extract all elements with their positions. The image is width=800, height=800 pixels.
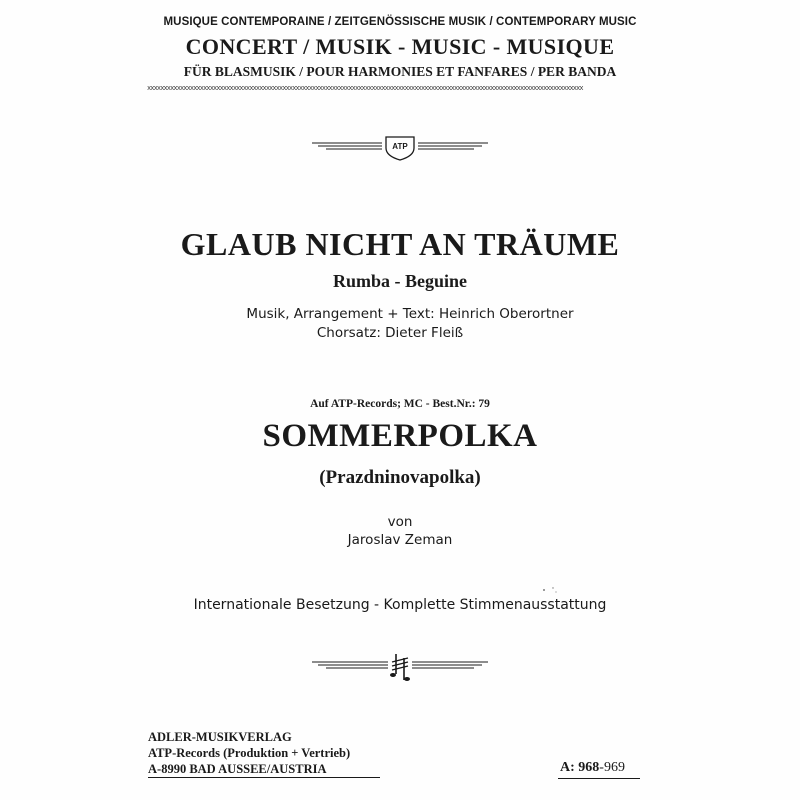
publisher-name: ADLER-MUSIKVERLAG bbox=[148, 730, 292, 744]
catalog-underline bbox=[558, 778, 640, 779]
publisher-records: ATP-Records (Produktion + Vertrieb) bbox=[148, 746, 351, 760]
piece2-subtitle: (Prazdninovapolka) bbox=[319, 467, 481, 488]
piece2-title: SOMMERPOLKA bbox=[262, 418, 538, 454]
header-ensemble-line: FÜR BLASMUSIK / POUR HARMONIES ET FANFARES / PER BANDA bbox=[183, 64, 617, 79]
record-note: Auf ATP-Records; MC - Best.Nr.: 79 bbox=[310, 398, 490, 410]
publisher-address: A-8990 BAD AUSSEE/AUSTRIA bbox=[148, 762, 327, 776]
header-separator: xxxxxxxxxxxxxxxxxxxxxxxxxxxxxxxxxxxxxxxxxxxxxxxxxxxxxxxxxxxxxxxxxxxxxxxxxxxxxxxxxxxxxxxxxxxxxxxxxxxxxxxxxxxxxxxxxxxxxxxxxxxxxxxxxxxx bbox=[147, 85, 583, 93]
catalog-suffix: -969 bbox=[599, 760, 625, 775]
svg-text:ATP: ATP bbox=[392, 142, 408, 151]
piece1-title: GLAUB NICHT AN TRÄUME bbox=[180, 226, 620, 262]
header-genre-line: MUSIQUE CONTEMPORAINE / ZEITGENÖSSISCHE MUSIK / CONTEMPORARY MUSIC bbox=[163, 16, 637, 28]
piece2-by-label: von bbox=[387, 514, 413, 530]
atp-emblem-icon bbox=[312, 134, 488, 162]
piece2-composer: Jaroslav Zeman bbox=[347, 532, 453, 548]
header-title-line: CONCERT / MUSIK - MUSIC - MUSIQUE bbox=[185, 34, 615, 59]
music-ornament-icon bbox=[312, 652, 488, 682]
piece1-subtitle: Rumba - Beguine bbox=[332, 271, 467, 291]
piece1-credit: Musik, Arrangement + Text: Heinrich Oberortner bbox=[246, 306, 574, 322]
paper-specks bbox=[540, 582, 560, 600]
piece1-choir-credit: Chorsatz: Dieter Fleiß bbox=[316, 325, 464, 341]
catalog-prefix: A: 968 bbox=[560, 760, 600, 775]
catalog-number bbox=[560, 760, 625, 776]
address-underline bbox=[148, 777, 380, 778]
instrumentation-note: Internationale Besetzung - Komplette Stimmenausstattung bbox=[193, 597, 607, 613]
